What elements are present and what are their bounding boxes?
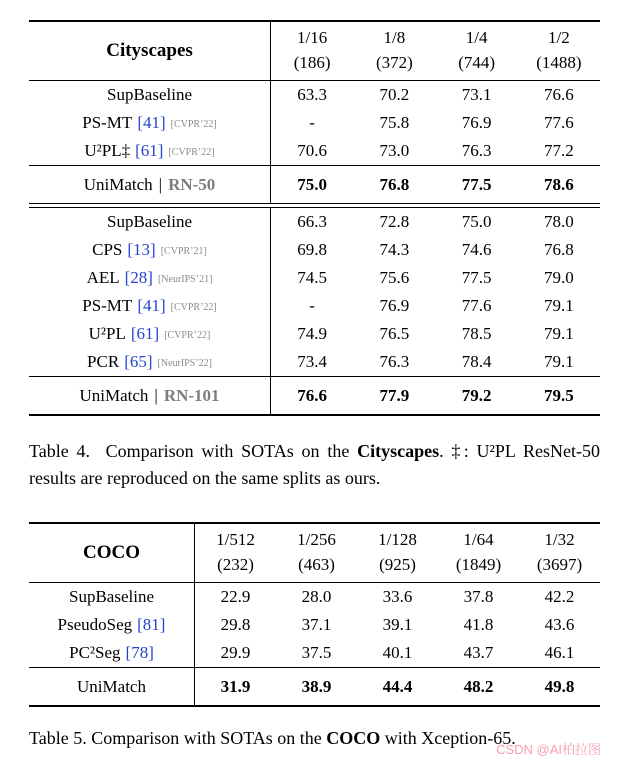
unimatch-row [29,377,600,414]
value-cell: 76.8 [379,174,410,194]
venue-tag: [CVPR’22] [170,118,217,130]
table-row [29,583,600,611]
caption-text: Table 4. Comparison with SOTAs on the [29,441,358,461]
value-cell: 74.6 [461,240,492,259]
value-cell: 75.6 [379,268,410,287]
value-cell: 43.7 [463,643,494,662]
method-name: AEL [86,268,120,287]
value-cell: 76.9 [379,296,410,315]
caption-text: with Xception-65. [380,728,516,748]
table-row [29,292,600,320]
dataset-title: COCO [83,542,140,563]
dataset-title-cell [29,22,271,80]
table-row [29,109,600,137]
split-count: (372) [375,53,413,72]
col-header [518,26,600,75]
caption-text: . ‡: U²PL ResNet-50 results are reproduced on the same splits as ours. [29,441,600,488]
value-cell: 77.2 [544,141,574,160]
method-cell [29,639,195,667]
citation-link[interactable]: [41] [137,113,166,132]
value-cell: 49.8 [544,676,575,696]
value-cell: 66.3 [297,212,327,231]
value-cell: 41.8 [463,615,494,634]
table-row [29,208,600,236]
venue-tag: [CVPR’22] [168,146,215,158]
split-count: (463) [298,555,335,574]
method-cell [29,208,271,236]
value-cell: 73.0 [379,141,410,160]
csdn-watermark: CSDN @AI柏拉图 [496,742,601,757]
value-cell: 75.0 [461,212,492,231]
value-cell: 28.0 [301,587,332,606]
value-cell: 75.8 [379,113,410,132]
value-cell: 79.5 [544,385,574,405]
table-row [29,137,600,165]
method-cell [29,166,271,203]
value-cell: 73.4 [297,352,327,371]
method-name: UniMatch [79,385,149,405]
caption-text: Table 5. Comparison with SOTAs on the [29,728,327,748]
value-cell: 22.9 [220,587,251,606]
table-row [29,348,600,376]
value-cell: 75.0 [297,174,327,194]
value-cell: 78.4 [461,352,492,371]
split-count: (925) [379,555,416,574]
value-cell: 63.3 [297,85,327,104]
value-cell: 77.9 [379,385,410,405]
col-header [271,26,353,75]
value-cell: 79.1 [544,352,574,371]
split-fraction: 1/8 [383,28,406,48]
table-row [29,264,600,292]
value-cell: 70.6 [297,141,327,160]
table-row [29,611,600,639]
split-fraction: 1/4 [465,28,488,48]
separator-bar: | [154,385,158,405]
table4-caption [29,438,600,492]
method-name: SupBaseline [107,85,192,104]
method-cell [29,377,271,414]
method-cell [29,236,271,264]
value-cell: 74.5 [297,268,327,287]
split-count: (186) [293,53,331,72]
value-cell: 40.1 [382,643,413,662]
citation-link[interactable]: [61] [135,141,164,160]
col-header [195,528,276,577]
table-bottom-rule [29,705,600,707]
venue-tag: [CVPR’22] [170,301,217,313]
value-cell: 38.9 [301,676,332,696]
citation-link[interactable]: [61] [130,324,160,343]
method-cell [29,81,271,109]
value-cell: 42.2 [544,587,575,606]
value-cell: 37.5 [301,643,332,662]
value-cell: 77.6 [461,296,492,315]
citation-link[interactable]: [81] [137,615,166,634]
venue-tag: [CVPR’21] [160,245,207,257]
method-name: PCR [87,352,120,371]
method-cell [29,611,195,639]
col-header [436,26,518,75]
method-cell [29,292,271,320]
value-cell: 33.6 [382,587,413,606]
value-cell: 39.1 [382,615,413,634]
method-name: PseudoSeg [57,615,133,634]
method-name: CPS [92,240,123,259]
value-cell: 43.6 [544,615,575,634]
value-cell: 73.1 [461,85,492,104]
value-cell: 76.8 [544,240,574,259]
split-fraction: 1/512 [216,530,255,550]
split-count: (3697) [536,555,583,574]
method-name: PC²Seg [69,643,121,662]
coco-table [29,522,600,707]
split-fraction: 1/2 [548,28,570,48]
cityscapes-table [29,20,600,416]
split-fraction: 1/64 [463,530,494,550]
dataset-title: Cityscapes [106,40,193,61]
method-cell [29,264,271,292]
table-row [29,236,600,264]
value-cell: 76.3 [461,141,492,160]
split-count: (232) [217,555,254,574]
value-cell: - [309,296,315,315]
method-cell [29,320,271,348]
venue-tag: [NeurIPS’22] [157,357,212,369]
value-cell: 77.6 [544,113,574,132]
unimatch-row [29,668,600,705]
value-cell: 69.8 [297,240,327,259]
col-header [357,528,438,577]
split-fraction: 1/256 [297,530,336,550]
col-header [276,528,357,577]
value-cell: 74.9 [297,324,327,343]
value-cell: 74.3 [379,240,410,259]
split-count: (744) [458,53,496,72]
method-cell [29,109,271,137]
method-cell [29,137,271,165]
backbone-label: RN-50 [168,174,216,194]
value-cell: 76.3 [379,352,410,371]
value-cell: 79.0 [544,268,574,287]
citation-link[interactable]: [65] [124,352,153,371]
method-name: U²PL‡ [84,141,131,160]
citation-link[interactable]: [78] [125,643,154,662]
caption-bold: Cityscapes [357,441,440,461]
table-header-row [29,22,600,80]
method-name: UniMatch [83,174,153,194]
split-fraction: 1/32 [544,530,575,550]
venue-tag: [CVPR’22] [164,329,211,341]
value-cell: 77.5 [461,174,492,194]
method-cell [29,348,271,376]
table-row [29,639,600,667]
split-fraction: 1/128 [378,530,417,550]
value-cell: 76.5 [379,324,410,343]
venue-tag: [NeurIPS’21] [157,273,213,285]
method-name: SupBaseline [107,212,192,231]
separator-bar: | [158,174,163,194]
value-cell: 78.5 [461,324,492,343]
caption-bold: COCO [326,728,381,748]
value-cell: 76.9 [461,113,492,132]
value-cell: 77.5 [461,268,492,287]
table-row [29,81,600,109]
citation-link[interactable]: [13] [127,240,156,259]
split-count: (1488) [536,53,582,72]
method-name: UniMatch [77,676,146,696]
value-cell: 48.2 [463,676,494,696]
method-cell [29,583,195,611]
value-cell: 46.1 [544,643,575,662]
value-cell: 79.1 [544,324,574,343]
value-cell: 37.1 [301,615,332,634]
method-cell [29,668,195,705]
value-cell: 29.8 [220,615,251,634]
col-header [353,26,435,75]
value-cell: 31.9 [220,676,251,696]
value-cell: 76.6 [544,85,574,104]
value-cell: 79.1 [544,296,574,315]
value-cell: 37.8 [463,587,494,606]
value-cell: 70.2 [379,85,410,104]
value-cell: 76.6 [297,385,327,405]
value-cell: 78.0 [544,212,574,231]
split-fraction: 1/16 [297,28,328,48]
value-cell: 79.2 [461,385,492,405]
value-cell: 44.4 [382,676,413,696]
split-count: (1849) [455,555,502,574]
citation-link[interactable]: [41] [137,296,166,315]
method-name: SupBaseline [69,587,154,606]
col-header [519,528,600,577]
citation-link[interactable]: [28] [124,268,153,287]
value-cell: - [309,113,315,132]
unimatch-row [29,166,600,203]
method-name: PS-MT [82,296,133,315]
method-name: U²PL [88,324,126,343]
table-header-row [29,524,600,582]
value-cell: 29.9 [220,643,251,662]
value-cell: 78.6 [544,174,574,194]
method-name: PS-MT [82,113,133,132]
table-bottom-rule [29,414,600,416]
col-header [438,528,519,577]
value-cell: 72.8 [379,212,410,231]
table-row [29,320,600,348]
dataset-title-cell [29,524,195,582]
backbone-label: RN-101 [163,385,220,405]
